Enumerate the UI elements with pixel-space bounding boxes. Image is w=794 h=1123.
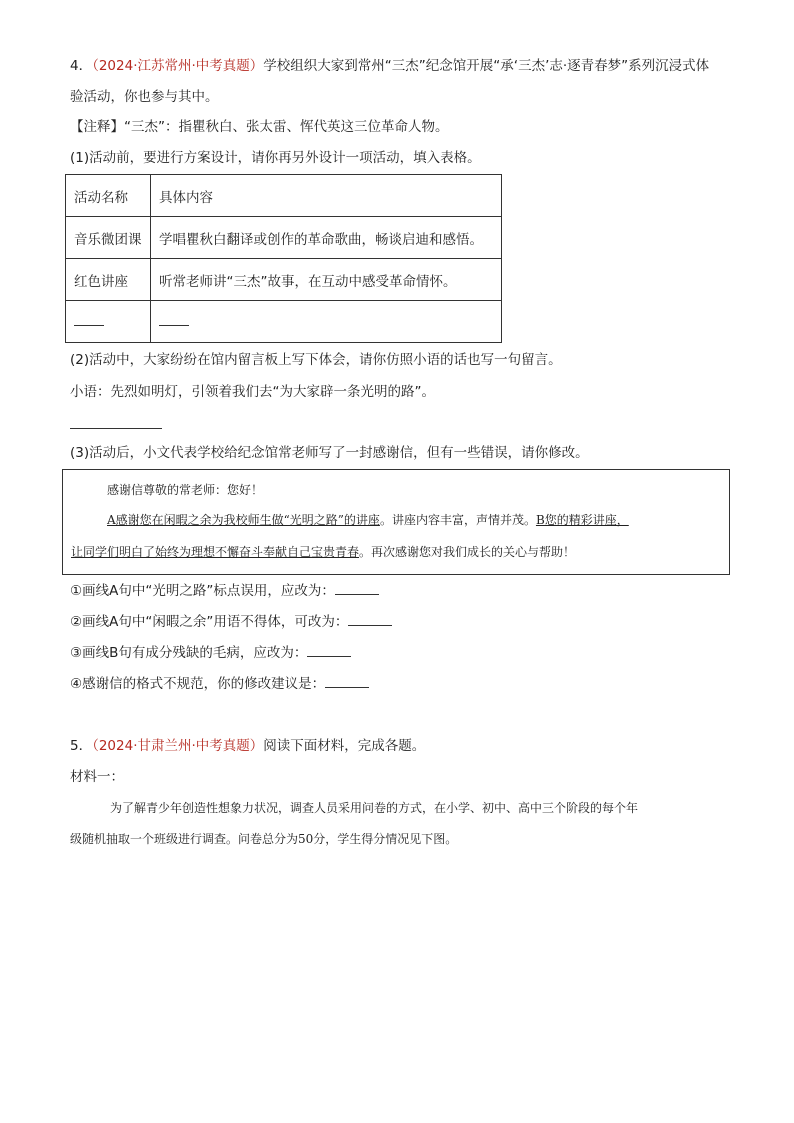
letter-greeting: 感谢信尊敬的常老师：您好！ — [107, 483, 264, 497]
q4-source: （2024·江苏常州·中考真题） — [92, 58, 264, 74]
answer-blank — [159, 313, 189, 326]
letter-sentence-b-part2: 让同学们明白了始终为理想不懈奋斗奉献自己宝贵青春 — [71, 545, 360, 559]
letter-sentence-a: A感谢您在闲暇之余为我校师生做“光明之路”的讲座 — [107, 513, 380, 527]
table-row — [66, 259, 502, 301]
q4-sub3 — [70, 644, 351, 662]
sub4-text: ④感谢信的格式不规范，你的修改建议是： — [70, 676, 326, 692]
activity-table — [65, 174, 502, 343]
q5-stem — [70, 737, 425, 755]
answer-blank[interactable] — [307, 644, 351, 657]
letter-line2 — [71, 544, 575, 560]
answer-blank[interactable] — [325, 675, 369, 688]
answer-blank-line[interactable] — [70, 428, 162, 429]
table-cell: 听常老师讲“三杰”故事，在互动中感受革命情怀。 — [151, 259, 502, 301]
q4-part3: (3)活动后，小文代表学校给纪念馆常老师写了一封感谢信，但有一些错误，请你修改。 — [70, 445, 589, 461]
table-blank-cell[interactable] — [66, 301, 151, 343]
q4-stem-line1 — [70, 57, 709, 75]
q5-number: 5． — [70, 738, 93, 754]
sub2-text: ②画线A句中“闲暇之余”用语不得体，可改为： — [70, 614, 349, 630]
answer-blank[interactable] — [335, 582, 379, 595]
q4-part1: (1)活动前，要进行方案设计，请你再另外设计一项活动，填入表格。 — [70, 150, 481, 166]
table-header-cell: 具体内容 — [151, 175, 502, 217]
letter-closing: 。再次感谢您对我们成长的关心与帮助！ — [359, 545, 576, 559]
q4-sub1 — [70, 582, 379, 600]
q4-sub2 — [70, 613, 392, 631]
sub3-text: ③画线B句有成分残缺的毛病，应改为： — [70, 645, 308, 661]
q4-number: 4． — [70, 58, 93, 74]
table-header-cell: 活动名称 — [66, 175, 151, 217]
table-header-row — [66, 175, 502, 217]
table-row — [66, 217, 502, 259]
q4-stem-line2: 验活动，你也参与其中。 — [70, 89, 219, 105]
xiaoyu-quote: 小语：先烈如明灯，引领着我们去“为大家辟一条光明的路”。 — [70, 384, 435, 400]
material-line2: 级随机抽取一个班级进行调查。问卷总分为50分，学生得分情况见下图。 — [70, 832, 458, 846]
q4-stem-text: 学校组织大家到常州“三杰”纪念馆开展“承‘三杰’志·逐青春梦”系列沉浸式体 — [263, 58, 710, 74]
letter-sentence-b-part1: B您的精彩讲座， — [535, 513, 629, 527]
answer-blank[interactable] — [348, 613, 392, 626]
answer-blank — [74, 313, 104, 326]
sub1-text: ①画线A句中“光明之路”标点误用，应改为： — [70, 583, 335, 599]
letter-mid: 。讲座内容丰富，声情并茂。 — [379, 513, 536, 527]
table-row-blank — [66, 301, 502, 343]
table-cell: 音乐微团课 — [66, 217, 151, 259]
letter-line1 — [107, 512, 629, 528]
thank-you-letter — [62, 469, 730, 575]
material-line1: 为了解青少年创造性想象力状况，调查人员采用问卷的方式，在小学、初中、高中三个阶段的每个年 — [110, 801, 639, 815]
q5-stem-text: 阅读下面材料，完成各题。 — [263, 738, 426, 754]
q4-sub4 — [70, 675, 369, 693]
table-cell: 学唱瞿秋白翻译或创作的革命歌曲，畅谈启迪和感悟。 — [151, 217, 502, 259]
q5-source: （2024·甘肃兰州·中考真题） — [92, 738, 264, 754]
q4-note: 【注释】“三杰”：指瞿秋白、张太雷、恽代英这三位革命人物。 — [70, 119, 449, 135]
table-cell: 红色讲座 — [66, 259, 151, 301]
material-label: 材料一： — [70, 769, 124, 785]
q4-part2: (2)活动中，大家纷纷在馆内留言板上写下体会，请你仿照小语的话也写一句留言。 — [70, 352, 562, 368]
table-blank-cell[interactable] — [151, 301, 502, 343]
